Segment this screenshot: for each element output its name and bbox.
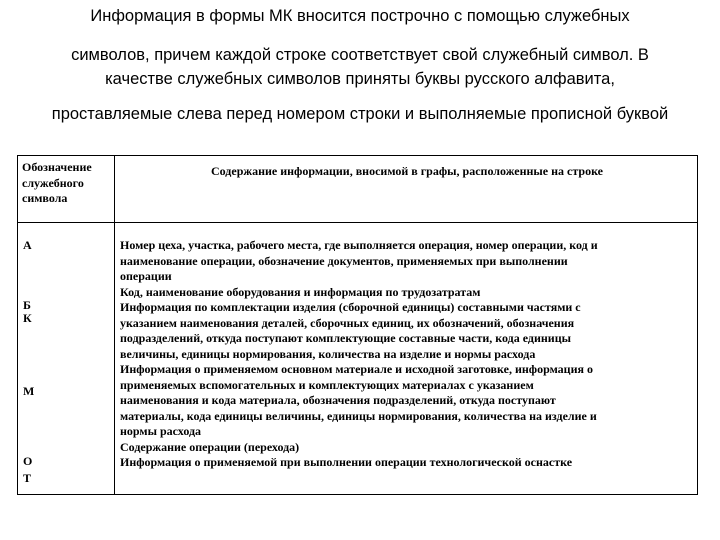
content-line: Информация о применяемом основном материале и исходной заготовке, информация о	[120, 362, 593, 376]
intro-line-1: Информация в формы МК вносится построчно с помощью служебных	[90, 7, 630, 25]
content-cell	[120, 238, 598, 471]
header-divider	[18, 222, 697, 223]
content-line: операции	[120, 269, 172, 283]
symbol-k: К	[23, 311, 32, 325]
symbol-b: Б	[23, 298, 31, 312]
content-line: Информация по комплектации изделия (сборочной единицы) составными частями с	[120, 300, 581, 314]
intro-line-2: символов, причем каждой строке соответствует свой служебный символ. В	[71, 46, 649, 64]
content-line: Информация о применяемой при выполнении операции технологической оснастке	[120, 455, 573, 469]
content-line: наименование операции, обозначение документов, применяемых при выполнении	[120, 253, 568, 268]
content-line: наименования и кода материала, обозначения подразделений, откуда поступают	[120, 393, 556, 407]
header-symbol-line: Обозначение	[22, 160, 92, 174]
column-divider	[114, 156, 115, 494]
content-line: Содержание операции (перехода)	[120, 439, 300, 454]
symbol-o: О	[23, 454, 33, 468]
header-content-cell: Содержание информации, вносимой в графы, расположенные на строке	[210, 164, 604, 178]
header-symbol-line: служебного	[22, 175, 84, 190]
content-line: Код, наименование оборудования и информация по трудозатратам	[120, 284, 481, 299]
intro-line-4: проставляемые слева перед номером строки и выполняемые прописной буквой	[51, 105, 669, 123]
symbol-m: М	[23, 384, 35, 398]
content-line: подразделений, откуда поступают комплектующие составные части, кода единицы	[120, 331, 572, 345]
header-symbol-cell	[22, 160, 92, 207]
symbols-table	[17, 155, 698, 495]
content-line: Номер цеха, участка, рабочего места, где выполняется операция, номер операции, код и	[120, 238, 598, 252]
header-symbol-line: символа	[22, 191, 68, 205]
content-line: применяемых вспомогательных и комплектующих материалах с указанием	[120, 377, 534, 392]
symbol-t: Т	[23, 471, 32, 485]
content-line: материалы, кода единицы величины, единицы нормирования, количества на изделие и	[120, 408, 597, 423]
content-line: величины, единицы нормирования, количества на изделие и нормы расхода	[120, 346, 536, 361]
intro-line-3: качестве служебных символов приняты буквы русского алфавита,	[105, 70, 615, 88]
symbol-a: А	[23, 238, 32, 252]
content-line: указанием наименования деталей, сборочных единиц, их обозначений, обозначения	[120, 315, 575, 330]
content-line: нормы расхода	[120, 424, 202, 438]
